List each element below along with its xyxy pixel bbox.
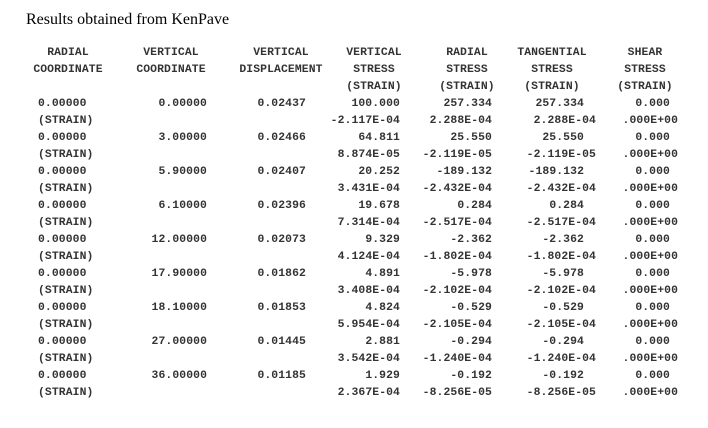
- column-header-4-line-1: STRESS: [446, 64, 488, 76]
- strain-value-0: 8.874E-05: [337, 149, 400, 161]
- strain-label: (STRAIN): [38, 183, 94, 195]
- strain-value-3: .000E+00: [622, 115, 678, 127]
- strain-value-0: 3.542E-04: [337, 353, 400, 365]
- vertical-coordinate: 6.10000: [158, 200, 207, 212]
- strain-value-3: .000E+00: [622, 285, 678, 297]
- radial-coordinate: 0.00000: [38, 268, 87, 280]
- stress-value-2: -0.294: [542, 336, 584, 348]
- vertical-coordinate: 3.00000: [158, 132, 207, 144]
- stress-value-1: -189.132: [436, 166, 492, 178]
- column-header-2-line-0: VERTICAL: [253, 47, 309, 59]
- stress-value-3: 0.000: [635, 302, 670, 314]
- document-title: Results obtained from KenPave: [26, 11, 230, 28]
- stress-value-0: 64.811: [358, 132, 400, 144]
- strain-value-3: .000E+00: [622, 183, 678, 195]
- stress-value-0: 19.678: [358, 200, 400, 212]
- stress-value-2: -2.362: [542, 234, 584, 246]
- stress-value-0: 9.329: [365, 234, 400, 246]
- stress-value-0: 2.881: [365, 336, 400, 348]
- radial-coordinate: 0.00000: [38, 302, 87, 314]
- stress-value-2: -5.978: [542, 268, 584, 280]
- strain-value-2: -2.119E-05: [526, 149, 596, 161]
- strain-label: (STRAIN): [38, 353, 94, 365]
- vertical-coordinate: 5.90000: [158, 166, 207, 178]
- stress-value-1: -0.192: [450, 370, 492, 382]
- vertical-displacement: 0.02073: [257, 234, 306, 246]
- column-header-0-line-1: COORDINATE: [33, 64, 103, 76]
- stress-value-0: 1.929: [365, 370, 400, 382]
- radial-coordinate: 0.00000: [38, 200, 87, 212]
- column-header-5-line-0: TANGENTIAL: [517, 47, 587, 59]
- strain-value-3: .000E+00: [622, 217, 678, 229]
- radial-coordinate: 0.00000: [38, 234, 87, 246]
- stress-value-3: 0.000: [635, 268, 670, 280]
- strain-value-2: -8.256E-05: [526, 387, 596, 399]
- strain-value-3: .000E+00: [622, 319, 678, 331]
- strain-value-3: .000E+00: [622, 149, 678, 161]
- vertical-coordinate: 18.10000: [151, 302, 207, 314]
- radial-coordinate: 0.00000: [38, 336, 87, 348]
- vertical-displacement: 0.02396: [257, 200, 306, 212]
- stress-value-3: 0.000: [635, 98, 670, 110]
- strain-value-3: .000E+00: [622, 353, 678, 365]
- stress-value-2: 0.284: [549, 200, 584, 212]
- strain-value-1: -1.802E-04: [422, 251, 492, 263]
- strain-value-2: -2.432E-04: [526, 183, 596, 195]
- stress-value-1: -0.294: [450, 336, 492, 348]
- stress-value-2: -189.132: [528, 166, 584, 178]
- stress-value-0: 4.824: [365, 302, 400, 314]
- strain-value-1: -2.102E-04: [422, 285, 492, 297]
- strain-value-1: -8.256E-05: [422, 387, 492, 399]
- strain-value-0: 3.431E-04: [337, 183, 400, 195]
- strain-value-2: -2.105E-04: [526, 319, 596, 331]
- column-header-0-line-0: RADIAL: [47, 47, 89, 59]
- stress-value-1: -2.362: [450, 234, 492, 246]
- stress-value-3: 0.000: [635, 234, 670, 246]
- vertical-displacement: 0.01445: [257, 336, 306, 348]
- strain-value-3: .000E+00: [622, 387, 678, 399]
- stress-value-3: 0.000: [635, 200, 670, 212]
- stress-value-3: 0.000: [635, 132, 670, 144]
- column-header-4-line-2: (STRAIN): [439, 81, 495, 93]
- stress-value-2: -0.192: [542, 370, 584, 382]
- strain-value-2: -1.802E-04: [526, 251, 596, 263]
- vertical-displacement: 0.01185: [257, 370, 306, 382]
- stress-value-3: 0.000: [635, 336, 670, 348]
- column-header-3-line-2: (STRAIN): [346, 81, 402, 93]
- strain-value-2: -1.240E-04: [526, 353, 596, 365]
- stress-value-1: 25.550: [450, 132, 492, 144]
- radial-coordinate: 0.00000: [38, 98, 87, 110]
- column-header-3-line-1: STRESS: [353, 64, 395, 76]
- vertical-displacement: 0.02407: [257, 166, 306, 178]
- stress-value-3: 0.000: [635, 166, 670, 178]
- stress-value-2: 25.550: [542, 132, 584, 144]
- stress-value-2: -0.529: [542, 302, 584, 314]
- strain-value-2: 2.288E-04: [533, 115, 596, 127]
- column-header-1-line-0: VERTICAL: [143, 47, 199, 59]
- strain-value-1: 2.288E-04: [429, 115, 492, 127]
- strain-value-2: -2.517E-04: [526, 217, 596, 229]
- stress-value-1: 0.284: [457, 200, 492, 212]
- strain-value-3: .000E+00: [622, 251, 678, 263]
- stress-value-1: 257.334: [443, 98, 492, 110]
- strain-value-0: 4.124E-04: [337, 251, 400, 263]
- vertical-coordinate: 0.00000: [158, 98, 207, 110]
- column-header-6-line-0: SHEAR: [627, 47, 663, 59]
- strain-label: (STRAIN): [38, 149, 94, 161]
- strain-label: (STRAIN): [38, 285, 94, 297]
- column-header-6-line-2: (STRAIN): [617, 81, 673, 93]
- vertical-coordinate: 27.00000: [151, 336, 207, 348]
- strain-value-1: -2.105E-04: [422, 319, 492, 331]
- strain-value-0: 7.314E-04: [337, 217, 400, 229]
- stress-value-0: 20.252: [358, 166, 400, 178]
- stress-value-1: -0.529: [450, 302, 492, 314]
- vertical-coordinate: 17.90000: [151, 268, 207, 280]
- radial-coordinate: 0.00000: [38, 166, 87, 178]
- strain-value-0: 2.367E-04: [337, 387, 400, 399]
- strain-value-1: -2.119E-05: [422, 149, 492, 161]
- vertical-coordinate: 36.00000: [151, 370, 207, 382]
- column-header-3-line-0: VERTICAL: [346, 47, 402, 59]
- stress-value-3: 0.000: [635, 370, 670, 382]
- strain-value-1: -1.240E-04: [422, 353, 492, 365]
- strain-value-2: -2.102E-04: [526, 285, 596, 297]
- vertical-displacement: 0.02437: [257, 98, 306, 110]
- vertical-coordinate: 12.00000: [151, 234, 207, 246]
- stress-value-0: 100.000: [351, 98, 400, 110]
- stress-value-1: -5.978: [450, 268, 492, 280]
- column-header-6-line-1: STRESS: [624, 64, 666, 76]
- strain-label: (STRAIN): [38, 115, 94, 127]
- strain-value-0: 3.408E-04: [337, 285, 400, 297]
- column-header-5-line-2: (STRAIN): [524, 81, 580, 93]
- column-header-5-line-1: STRESS: [531, 64, 573, 76]
- strain-label: (STRAIN): [38, 251, 94, 263]
- column-header-1-line-1: COORDINATE: [136, 64, 206, 76]
- strain-value-0: 5.954E-04: [337, 319, 400, 331]
- radial-coordinate: 0.00000: [38, 370, 87, 382]
- strain-label: (STRAIN): [38, 387, 94, 399]
- column-header-4-line-0: RADIAL: [446, 47, 488, 59]
- radial-coordinate: 0.00000: [38, 132, 87, 144]
- vertical-displacement: 0.01862: [257, 268, 306, 280]
- strain-label: (STRAIN): [38, 319, 94, 331]
- stress-value-2: 257.334: [535, 98, 584, 110]
- strain-value-1: -2.517E-04: [422, 217, 492, 229]
- stress-value-0: 4.891: [365, 268, 400, 280]
- strain-value-1: -2.432E-04: [422, 183, 492, 195]
- vertical-displacement: 0.02466: [257, 132, 306, 144]
- strain-value-0: -2.117E-04: [330, 115, 400, 127]
- vertical-displacement: 0.01853: [257, 302, 306, 314]
- column-header-2-line-1: DISPLACEMENT: [239, 64, 323, 76]
- strain-label: (STRAIN): [38, 217, 94, 229]
